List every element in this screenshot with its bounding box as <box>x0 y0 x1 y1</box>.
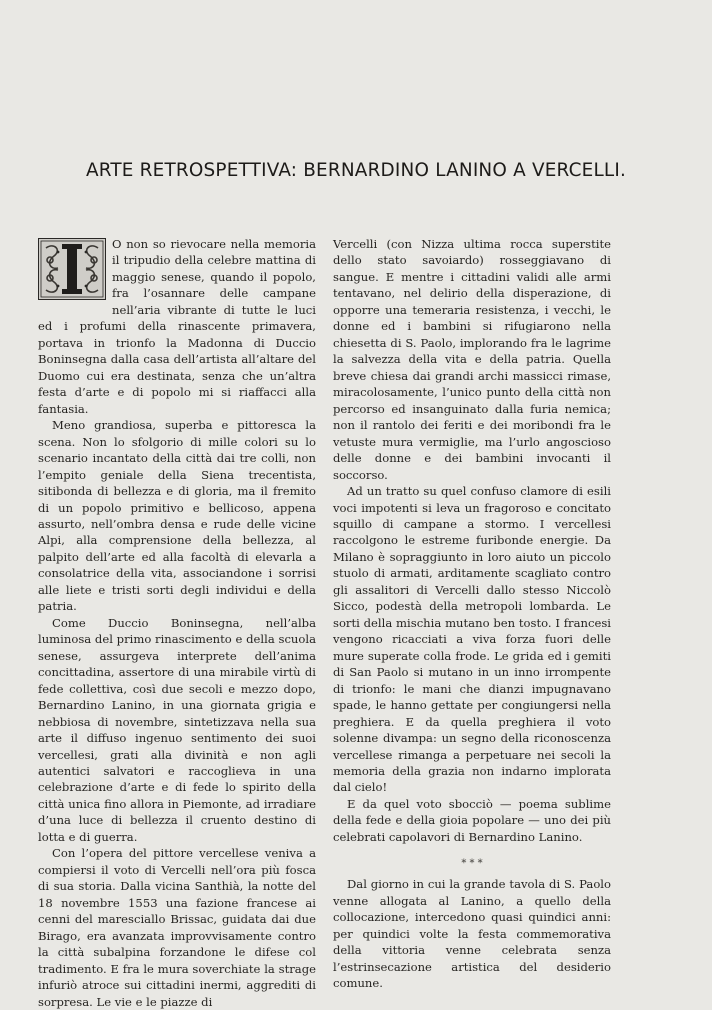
paragraph: Meno grandiosa, superba e pittoresca la scena. Non lo sfolgorio di mille colori su lo scenario incantato della città dai tre colli, non l’empito geniale della Siena trecentista, sitibonda di bellezza e di gloria, ma il fremito di un popolo primitivo e bellicoso, appena assurto, nell’ombra densa e rude delle vicine Alpi, alla comprensione della bellezza, al palpito dell’arte ed alla facoltà di elevarla a consolatrice della vita, associandone i sorrisi alle liete e tristi sorti degli individui e della patria. <box>38 418 316 614</box>
section-separator <box>333 859 611 868</box>
paragraph-text: O non so rievocare nella memoria il tripudio della celebre mattina di maggio senese, quando il popolo, fra l’osannare delle campane nell’aria vibrante di tutte le luci ed i profumi della rinascente primavera, portava in trionfo la Madonna di Duccio Boninsegna dalla casa dell’artista all’altare del Duomo cui era destinata, senza che un’altra festa d’arte e di popolo mi si riaffacci alla fantasia. <box>38 237 316 416</box>
paragraph: Dal giorno in cui la grande tavola di S. Paolo venne allogata al Lanino, a quello della collocazione, intercedono quasi quindici anni: per quindici volte la festa commemorativa della vittoria venne celebrata senza l’estrinsecazione artistica del desiderio comune. <box>333 877 611 991</box>
paragraph: E da quel voto sbocciò — poema sublime della fede e della gioia popolare — uno dei più celebrati capolavori di Bernardino Lanino. <box>333 796 611 844</box>
asterism: * * * <box>461 858 483 870</box>
svg-text:I: I <box>72 278 73 279</box>
opening-paragraph <box>38 236 316 417</box>
article-title: ARTE RETROSPETTIVA: BERNARDINO LANINO A VERCELLI. <box>85 160 627 181</box>
paragraph: Con l’opera del pittore vercellese veniva a compiersi il voto di Vercelli nell’ora più fosca di sua storia. Dalla vicina Santhià, la notte del 18 novembre 1553 una fazione francese ai cenni del maresciallo Brissac, guidata dai due Birago, era avanzata improvvisamente contro la città subalpina forzandone le difese col tradimento. E fra le mura soverchiate la strage infuriò atroce sui cittadini inermi, aggrediti di sorpresa. Le vie e le piazze di <box>38 846 316 1009</box>
left-column <box>38 236 316 1010</box>
paragraph: Vercelli (con Nizza ultima rocca superstite dello stato savoiardo) rosseggiavano di sangue. E mentre i cittadini validi alle armi tentavano, nel delirio della disperazione, di opporre una temeraria resistenza, i vecchi, le donne ed i bambini si rifugiarono nella chiesetta di S. Paolo, implorando fra le lagrime la salvezza della vita e della patria. Quella breve chiesa dai grandi archi massicci rimase, miracolosamente, l’unico punto della città non percorso ed insanguinato dalla furia nemica; non il rantolo dei feriti e dei moribondi fra le vetuste mura vermiglie, ma l’urlo angoscioso delle donne e dei bambini invocanti il soccorso. <box>333 237 611 482</box>
drop-cap-initial <box>38 238 106 300</box>
paragraph: Ad un tratto su quel confuso clamore di esili voci impotenti si leva un fragoroso e concitato squillo di campane a stormo. I vercellesi raccolgono le estreme furibonde energie. Da Milano è sopraggiunto in loro aiuto un piccolo stuolo di armati, arditamente scagliato contro gli assalitori di Vercelli dallo stesso Niccolò Sicco, podestà della metropoli lombarda. Le sorti della mischia mutano ben tosto. I francesi vengono ricacciati a viva forza fuori delle mure superate colla frode. Le grida ed i gemiti di San Paolo si mutano in un inno irrompente di trionfo: le mani che dianzi impugnavano spade, le hanno gettate per congiungersi nella preghiera. E da quella preghiera il voto solenne divampa: un segno della riconoscenza vercellese rimanga a perpetuare nei secoli la memoria della grazia non indarno implorata dal cielo! <box>333 484 611 795</box>
paragraph: Come Duccio Boninsegna, nell’alba luminosa del primo rinascimento e della scuola senese, assurgeva interprete dell’anima concittadina, assertore di una mirabile virtù di fede collettiva, così due secoli e mezzo dopo, Bernardino Lanino, in una giornata grigia e nebbiosa di novembre, sintetizzava nella sua arte il diffuso ingenuo sentimento dei suoi vercellesi, grati alla divinità e non agli autentici salvatori e raccoglieva in una celebrazione d’arte e di fede lo spirito della città unica fino allora in Piemonte, ad irradiare d’una luce di bellezza il cruento destino di lotta e di guerra. <box>38 615 316 844</box>
right-column <box>333 236 611 992</box>
